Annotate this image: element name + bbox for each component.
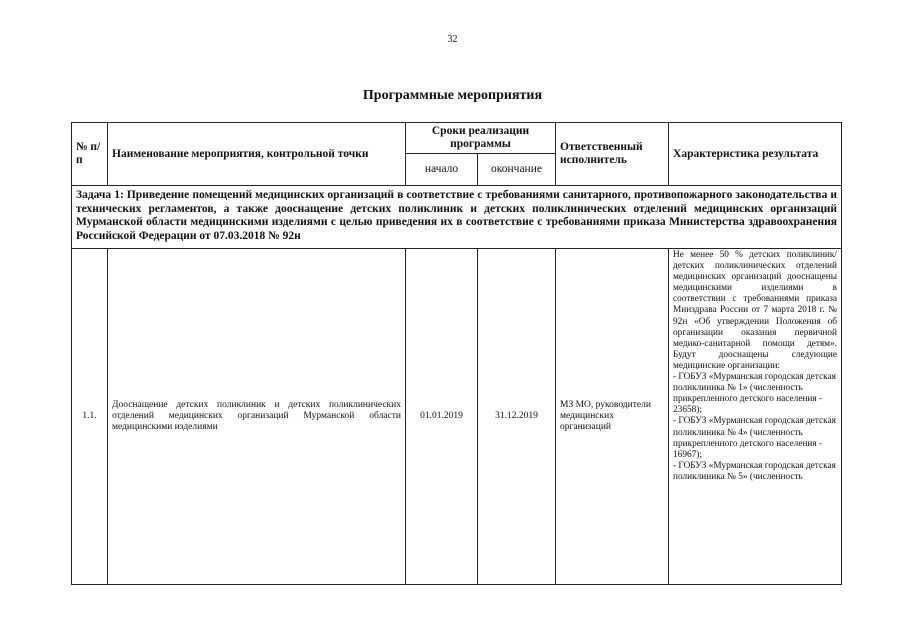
row-responsible: МЗ МО, руководители медицинских организаций xyxy=(556,249,669,585)
table-header-row xyxy=(72,123,842,154)
row-start-date: 01.01.2019 xyxy=(406,249,478,585)
header-responsible: Ответственный исполнитель xyxy=(556,123,669,186)
header-number: № п/п xyxy=(72,123,108,186)
program-activities-table xyxy=(71,122,842,585)
header-name: Наименование мероприятия, контрольной точки xyxy=(108,123,406,186)
header-deadlines: Сроки реализации программы xyxy=(406,123,556,154)
page-number: 32 xyxy=(447,34,458,45)
row-activity-name: Дооснащение детских поликлиник и детских поликлинических отделений медицинских организаций Мурманской области медицинскими изделиями xyxy=(108,249,406,585)
header-end: окончание xyxy=(478,154,556,186)
header-result: Характеристика результата xyxy=(669,123,842,186)
result-item: - ГОБУЗ «Мурманская городская детская поликлиника № 5» (численность xyxy=(673,460,836,482)
row-end-date: 31.12.2019 xyxy=(478,249,556,585)
result-item: - ГОБУЗ «Мурманская городская детская поликлиника № 1» (численность прикрепленного детского населения - 23658); xyxy=(673,372,836,416)
row-number: 1.1. xyxy=(72,249,108,585)
task-1-text: Задача 1: Приведение помещений медицинских организаций в соответствие с требованиями санитарного, противопожарного законодательства и технических регламентов, а также дооснащение детских поликлиник и детских поликлинических отделений медицинских организаций Мурманской области медицинскими изделиями с целью приведения их в соответствие с требованиями приказа Министерства здравоохранения Российской Федерации от 07.03.2018 № 92н xyxy=(72,186,842,249)
task-row xyxy=(72,186,842,249)
result-organizations-list xyxy=(673,372,837,483)
result-item: - ГОБУЗ «Мурманская городская детская поликлиника № 4» (численность прикрепленного детского населения - 16967); xyxy=(673,416,836,460)
table-row xyxy=(72,249,842,585)
row-result xyxy=(669,249,842,585)
header-start: начало xyxy=(406,154,478,186)
document-title: Программные мероприятия xyxy=(362,88,543,103)
result-intro: Не менее 50 % детских поликлиник/детских поликлинических отделений медицинских организаций дооснащены медицинскими изделиями в соответствии с требованиями приказа Минздрава России от 7 марта 2018 г. № 92н «Об утверждении Положения об организации оказания первичной медико-санитарной помощи детям». Будут дооснащены следующие медицинские организации: xyxy=(673,250,838,371)
